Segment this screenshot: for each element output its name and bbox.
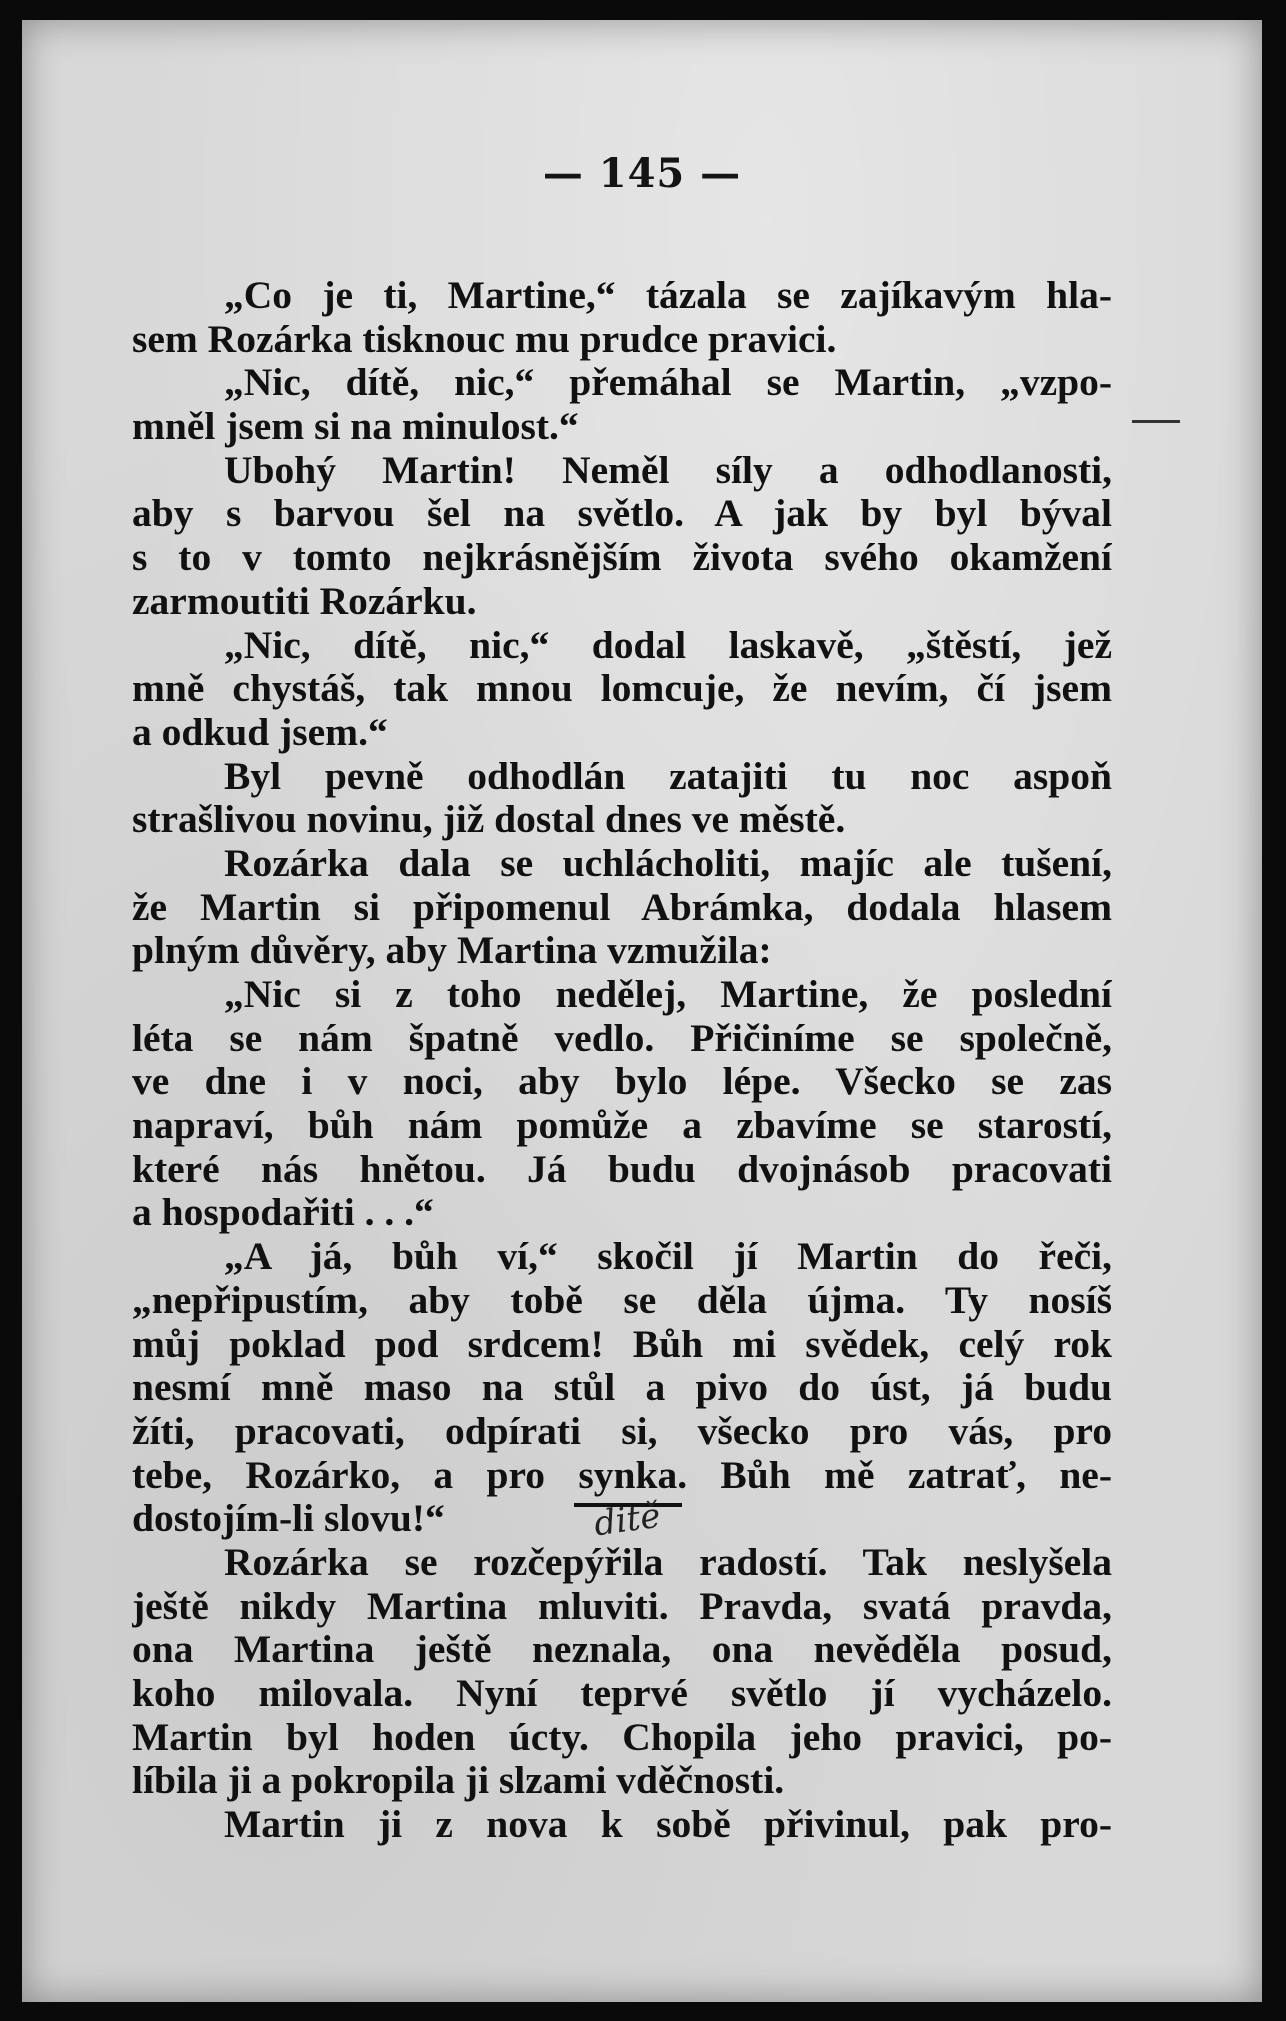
text-line: a odkud jsem.“: [132, 710, 388, 754]
text-line: sem Rozárka tisknouc mu prudce pravici.: [132, 317, 837, 361]
text-line: Martin byl hoden úcty. Chopila jeho pravici, po-: [132, 1715, 1112, 1759]
text-line: Ubohý Martin! Neměl síly a odhodlanosti,: [224, 448, 1112, 492]
text-line: „A já, bůh ví,“ skočil jí Martin do řeči,: [224, 1235, 1112, 1279]
text-line: napraví, bůh nám pomůže a zbavíme se starostí,: [132, 1104, 1112, 1148]
text-line: koho milovala. Nyní teprvé světlo jí vycházelo.: [132, 1672, 1112, 1715]
text-line: žíti, pracovati, odpírati si, všecko pro vás, pro: [132, 1409, 1112, 1453]
text-line: „Nic, dítě, nic,“ dodal laskavě, „štěstí, jež: [224, 623, 1112, 667]
text-line: a hospodařiti . . .“: [132, 1191, 434, 1235]
text-line: „nepřipustím, aby tobě se děla újma. Ty nosíš: [132, 1278, 1112, 1322]
text-line: „Nic, dítě, nic,“ přemáhal se Martin, „vzpo-: [224, 361, 1112, 405]
text-line: ve dne i v noci, aby bylo lépe. Všecko se zas: [132, 1060, 1112, 1104]
text-line: Rozárka dala se uchlácholiti, majíc ale tušení,: [224, 841, 1112, 885]
book-page: [22, 20, 1262, 2002]
text-line: že Martin si připomenul Abrámka, dodala hlasem: [132, 885, 1112, 929]
text-line: dostojím-li slovu!“: [132, 1497, 445, 1541]
text-line: líbila ji a pokropila ji slzami vděčnosti.: [132, 1759, 785, 1803]
text-line: ještě nikdy Martina mluviti. Pravda, svatá pravda,: [132, 1584, 1112, 1628]
body-text: [132, 274, 1112, 1847]
text-line: mně chystáš, tak mnou lomcuje, že nevím, čí jsem: [132, 667, 1112, 711]
text-line: strašlivou novinu, již dostal dnes ve městě.: [132, 798, 846, 842]
text-line: Rozárka se rozčepýřila radostí. Tak neslyšela: [224, 1540, 1112, 1584]
text-line: tebe, Rozárko, a pro synka. Bůh mě zatrať, ne-: [132, 1453, 1112, 1497]
text-line: můj poklad pod srdcem! Bůh mi svědek, celý rok: [132, 1322, 1112, 1366]
text-line: aby s barvou šel na světlo. A jak by byl býval: [132, 492, 1112, 536]
text-line: Byl pevně odhodlán zatajiti tu noc aspoň: [224, 754, 1112, 798]
text-line: plným důvěry, aby Martina vzmužila:: [132, 929, 772, 973]
text-line: ona Martina ještě neznala, ona nevěděla posud,: [132, 1628, 1112, 1672]
text-line: které nás hnětou. Já budu dvojnásob pracovati: [132, 1147, 1112, 1191]
text-line: léta se nám špatně vedlo. Přičiníme se společně,: [132, 1016, 1112, 1060]
text-line: Martin ji z nova k sobě přivinul, pak pro-: [224, 1803, 1112, 1847]
text-line: „Nic si z toho nedělej, Martine, že poslední: [224, 973, 1112, 1016]
text-line: s to v tomto nejkrásnějším života svého okamžení: [132, 536, 1112, 580]
margin-pencil-mark: [1132, 420, 1180, 423]
text-line: mněl jsem si na minulost.“: [132, 405, 579, 449]
handwritten-correction: ditě: [591, 1495, 663, 1545]
text-line: nesmí mně maso na stůl a pivo do úst, já budu: [132, 1366, 1112, 1410]
text-line: „Co je ti, Martine,“ tázala se zajíkavým hla-: [224, 274, 1112, 317]
page-number: — 145 —: [542, 150, 742, 197]
text-line: zarmoutiti Rozárku.: [132, 579, 477, 623]
